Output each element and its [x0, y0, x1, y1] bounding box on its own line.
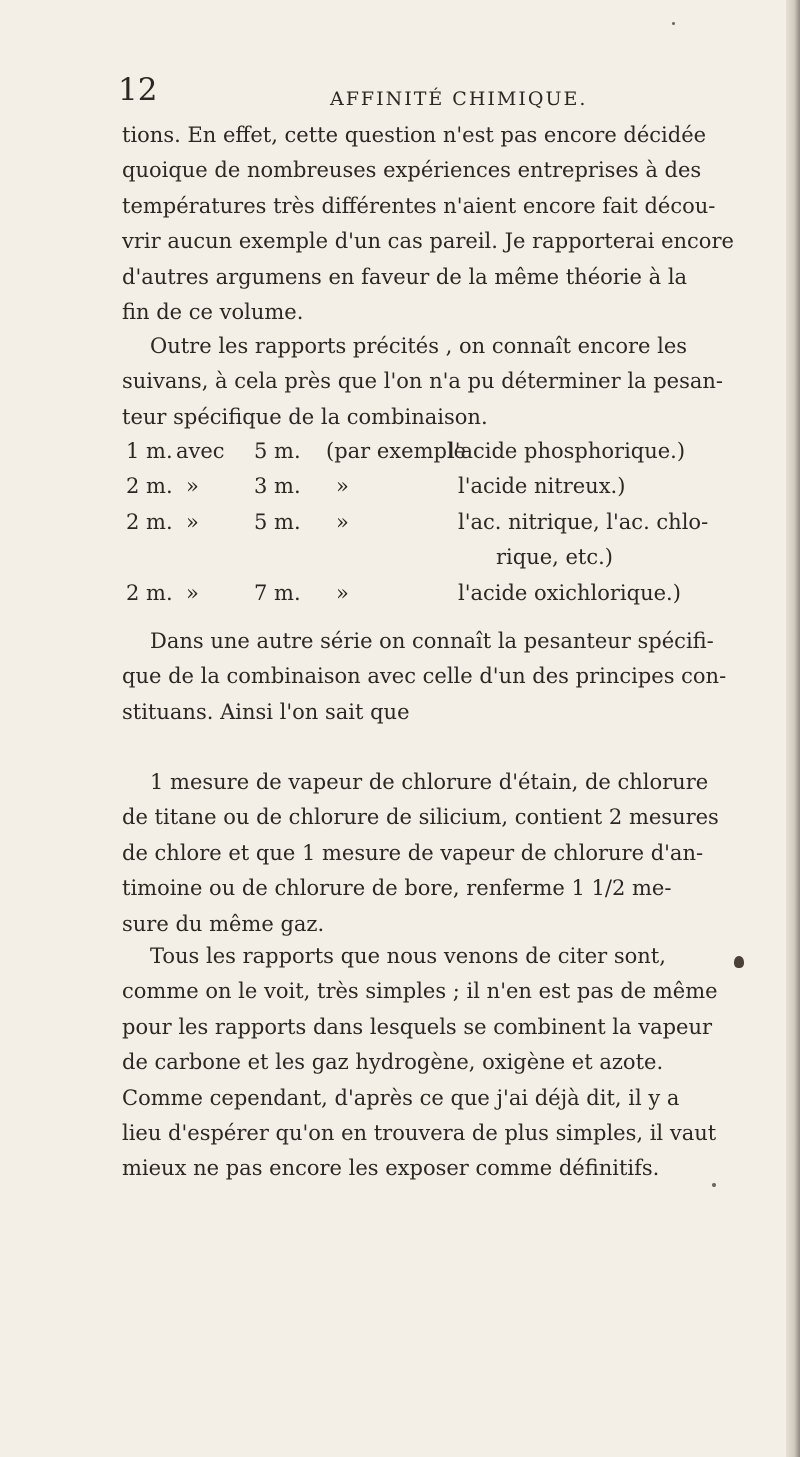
text-line: vrir aucun exemple d'un cas pareil. Je rapporterai encore	[122, 229, 734, 254]
ratio-note: (par exemple	[326, 439, 467, 463]
text-line: de titane ou de chlorure de silicium, contient 2 mesures	[122, 805, 719, 830]
ratio-row	[126, 576, 776, 611]
text-line: que de la combinaison avec celle d'un des principes con-	[122, 664, 727, 689]
ratio-row	[126, 540, 776, 575]
text-line: comme on le voit, très simples ; il n'en est pas de même	[122, 979, 718, 1004]
text-line: Comme cependant, d'après ce que j'ai déjà dit, il y a	[122, 1085, 680, 1110]
ratio-link: avec	[176, 439, 225, 463]
ratio-left: 2 m.	[126, 474, 173, 499]
text-line: Outre les rapports précités , on connaît encore les	[150, 334, 688, 358]
ratio-note: »	[336, 509, 349, 534]
ratio-left: 2 m.	[126, 509, 173, 534]
ratio-right: 5 m.	[254, 439, 301, 463]
ratio-left: 1 m.	[126, 439, 173, 463]
text-line: températures très différentes n'aient encore fait décou-	[122, 193, 716, 218]
text-line: suivans, à cela près que l'on n'a pu déterminer la pesan-	[122, 369, 724, 394]
ratio-right: 3 m.	[254, 474, 301, 499]
text-line: lieu d'espérer qu'on en trouvera de plus simples, il vaut	[122, 1121, 717, 1146]
page-number: 12	[118, 72, 158, 108]
ratio-row	[126, 505, 776, 540]
ratio-text: rique, etc.)	[496, 545, 613, 570]
page-edge	[786, 0, 800, 1457]
running-head: AFFINITÉ CHIMIQUE.	[330, 88, 588, 110]
text-line: teur spécifique de la combinaison.	[122, 404, 488, 429]
ratio-table	[126, 434, 776, 611]
ratio-text: l'acide phosphorique.)	[448, 439, 686, 463]
text-line: Tous les rapports que nous venons de citer sont,	[150, 944, 666, 968]
text-line: Dans une autre série on connaît la pesanteur spécifi-	[150, 629, 714, 653]
ratio-row	[126, 434, 776, 469]
text-line: mieux ne pas encore les exposer comme définitifs.	[122, 1156, 660, 1181]
paper-speck	[712, 1183, 716, 1187]
text-line: stituans. Ainsi l'on sait que	[122, 699, 410, 724]
ratio-text: l'acide nitreux.)	[458, 474, 626, 499]
paragraph-3	[122, 624, 772, 730]
ratio-note: »	[336, 474, 349, 499]
ratio-text: l'acide oxichlorique.)	[458, 580, 681, 605]
ratio-left: 2 m.	[126, 580, 173, 605]
paragraph-1	[122, 118, 772, 330]
paragraph-4	[122, 765, 772, 942]
ratio-right: 5 m.	[254, 509, 301, 534]
text-line: tions. En effet, cette question n'est pas encore décidée	[122, 123, 707, 147]
paragraph-2	[122, 329, 772, 435]
ratio-link: »	[186, 580, 199, 605]
text-line: timoine ou de chlorure de bore, renferme 1 1/2 me-	[122, 876, 672, 901]
text-line: de chlore et que 1 mesure de vapeur de chlorure d'an-	[122, 840, 704, 865]
ratio-link: »	[186, 509, 199, 534]
paper-speck	[672, 22, 675, 25]
ratio-note: »	[336, 580, 349, 605]
text-line: d'autres argumens en faveur de la même théorie à la	[122, 264, 688, 289]
text-line: de carbone et les gaz hydrogène, oxigène et azote.	[122, 1050, 664, 1075]
text-line: sure du même gaz.	[122, 911, 325, 936]
ratio-text: l'ac. nitrique, l'ac. chlo-	[458, 509, 709, 534]
ratio-right: 7 m.	[254, 580, 301, 605]
ratio-link: »	[186, 474, 199, 499]
text-line: pour les rapports dans lesquels se combinent la vapeur	[122, 1014, 713, 1039]
text-line: 1 mesure de vapeur de chlorure d'étain, de chlorure	[150, 770, 709, 794]
text-line: quoique de nombreuses expériences entreprises à des	[122, 158, 702, 183]
ratio-row	[126, 469, 776, 504]
text-line: fin de ce volume.	[122, 300, 304, 325]
paragraph-5	[122, 939, 772, 1187]
